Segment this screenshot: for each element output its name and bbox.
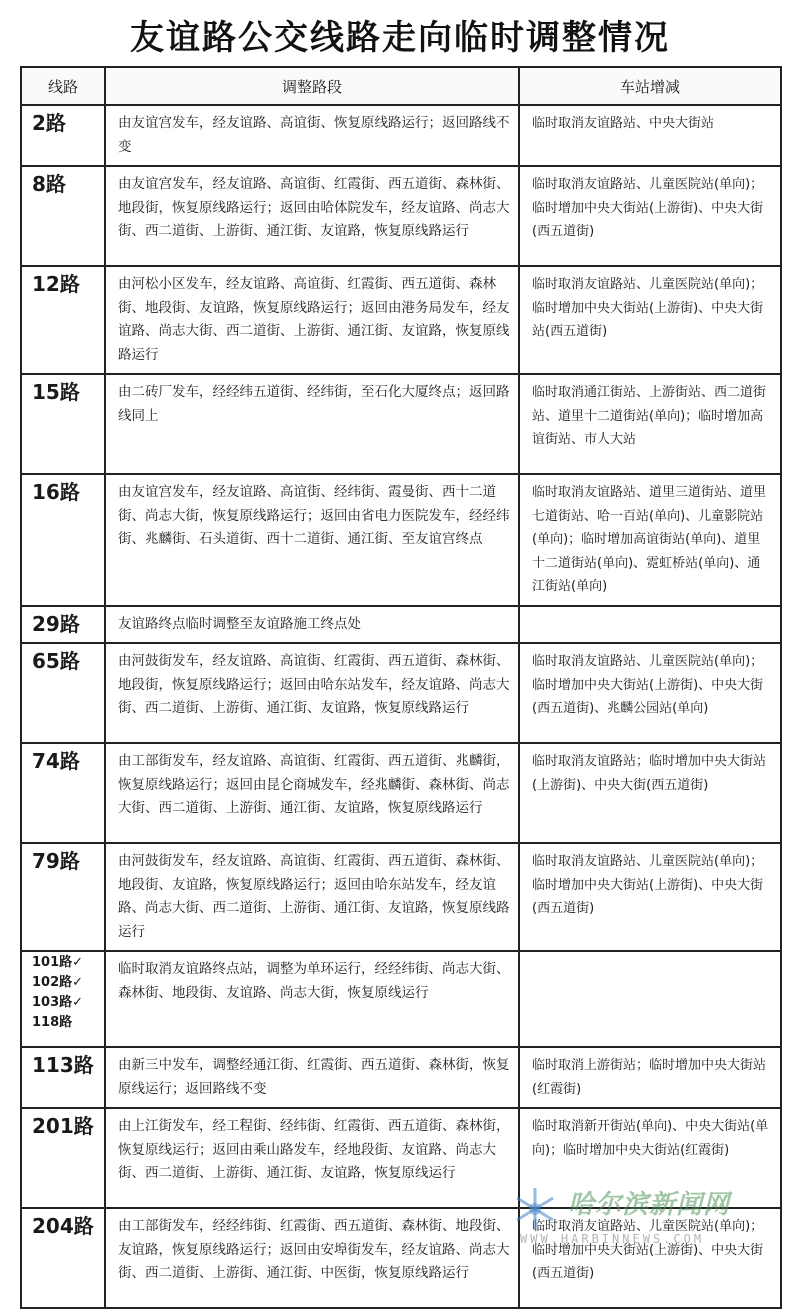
- station-changes: 临时取消友谊路站、儿童医院站(单向)；临时增加中央大街站(上游街)、中央大街(西五道街): [519, 843, 781, 951]
- route-number: 201路: [21, 1108, 105, 1208]
- route-segment: 由友谊宫发车，经友谊路、高谊街、红霞街、西五道街、森林街、地段街，恢复原线路运行；返回由哈体院发车，经友谊路、尚志大街、西二道街、上游街、通江街、友谊路，恢复原线路运行: [105, 166, 519, 266]
- route-number: 113路: [21, 1047, 105, 1108]
- route-number: 12路: [21, 266, 105, 374]
- table-row: [21, 606, 781, 644]
- table-row: [21, 266, 781, 374]
- route-number: 15路: [21, 374, 105, 474]
- station-changes: [519, 951, 781, 1047]
- route-number: 2路: [21, 105, 105, 166]
- table-row: [21, 474, 781, 606]
- table-row: [21, 1108, 781, 1208]
- table-row: [21, 643, 781, 743]
- watermark-brand: 哈尔滨新闻网: [568, 1190, 731, 1220]
- route-segment: 由河鼓街发车，经友谊路、高谊街、红霞街、西五道街、森林街、地段街、友谊路，恢复原线路运行；返回由哈东站发车，经友谊路、尚志大街、西二道街、上游街、通江街、友谊路，恢复原线路运行: [105, 843, 519, 951]
- route-adjustment-table: [20, 66, 782, 1309]
- table-row: [21, 743, 781, 843]
- table-row: [21, 1208, 781, 1308]
- route-number: 16路: [21, 474, 105, 606]
- station-changes: 临时取消新开街站(单向)、中央大街站(单向)；临时增加中央大街站(红霞街): [519, 1108, 781, 1208]
- table-row: [21, 843, 781, 951]
- station-changes: 临时取消通江街站、上游街站、西二道街站、道里十二道街站(单向)；临时增加高谊街站、市人大站: [519, 374, 781, 474]
- station-changes: 临时取消友谊路站、儿童医院站(单向)；临时增加中央大街站(上游街)、中央大街(西五道街)、兆麟公园站(单向): [519, 643, 781, 743]
- table-row: [21, 105, 781, 166]
- header-line: 线路: [21, 67, 105, 105]
- table-row: [21, 166, 781, 266]
- route-number: 29路: [21, 606, 105, 644]
- route-number: 65路: [21, 643, 105, 743]
- station-changes: 临时取消友谊路站；临时增加中央大街站(上游街)、中央大街(西五道街): [519, 743, 781, 843]
- route-number: 74路: [21, 743, 105, 843]
- route-segment: 由友谊宫发车，经友谊路、高谊街、恢复原线路运行；返回路线不变: [105, 105, 519, 166]
- route-segment: 由工部街发车，经经纬街、红霞街、西五道街、森林街、地段街、友谊路，恢复原线路运行；返回由安埠街发车，经友谊路、尚志大街、西二道街、上游街、通江街、中医街，恢复原线路运行: [105, 1208, 519, 1308]
- route-segment: 临时取消友谊路终点站，调整为单环运行，经经纬街、尚志大街、森林街、地段街、友谊路、尚志大街，恢复原线运行: [105, 951, 519, 1047]
- route-segment: 由友谊宫发车，经友谊路、高谊街、经纬街、霞曼街、西十二道街、尚志大街，恢复原线路运行；返回由省电力医院发车，经经纬街、兆麟街、石头道街、西十二道街、通江街、至友谊宫终点: [105, 474, 519, 606]
- table-row: [21, 951, 781, 1047]
- route-segment: 由河松小区发车，经友谊路、高谊街、红霞街、西五道街、森林街、地段街、友谊路，恢复原线路运行；返回由港务局发车，经友谊路、尚志大街、西二道街、上游街、通江街、友谊路，恢复原线路运行: [105, 266, 519, 374]
- route-number-group: 101路✓ 102路✓ 103路✓ 118路: [32, 955, 84, 1030]
- route-segment: 由上江街发车，经工程街、经纬街、红霞街、西五道街、森林街，恢复原线运行；返回由乘山路发车，经地段街、友谊路、尚志大街、西二道街、上游街、通江街、友谊路，恢复原线运行: [105, 1108, 519, 1208]
- route-number: [21, 951, 105, 1047]
- table-row: [21, 374, 781, 474]
- page-title: 友谊路公交线路走向临时调整情况: [130, 18, 670, 58]
- route-segment: 由二砖厂发车，经经纬五道街、经纬街，至石化大厦终点；返回路线同上: [105, 374, 519, 474]
- header-segment: 调整路段: [105, 67, 519, 105]
- route-segment: 由工部街发车，经友谊路、高谊街、红霞街、西五道街、兆麟街，恢复原线路运行；返回由昆仑商城发车，经兆麟街、森林街、尚志大街、西二道街、上游街、通江街、友谊路，恢复原线路运行: [105, 743, 519, 843]
- station-changes: [519, 606, 781, 644]
- station-changes: 临时取消友谊路站、中央大街站: [519, 105, 781, 166]
- station-changes: 临时取消友谊路站、儿童医院站(单向)；临时增加中央大街站(上游街)、中央大街(西五道街): [519, 1208, 781, 1308]
- station-changes: 临时取消友谊路站、道里三道街站、道里七道街站、哈一百站(单向)、儿童影院站(单向)；临时增加高谊街站(单向)、道里十二道街站(单向)、霓虹桥站(单向)、通江街站(单向): [519, 474, 781, 606]
- station-changes: 临时取消上游街站；临时增加中央大街站(红霞街): [519, 1047, 781, 1108]
- route-number: 79路: [21, 843, 105, 951]
- route-segment: 由新三中发车，调整经通江街、红霞街、西五道街、森林街，恢复原线运行；返回路线不变: [105, 1047, 519, 1108]
- table-row: [21, 1047, 781, 1108]
- route-segment: 由河鼓街发车，经友谊路、高谊街、红霞街、西五道街、森林街、地段街，恢复原线路运行；返回由哈东站发车，经友谊路、尚志大街、西二道街、上游街、通江街、友谊路，恢复原线路运行: [105, 643, 519, 743]
- station-changes: 临时取消友谊路站、儿童医院站(单向)；临时增加中央大街站(上游街)、中央大街站(西五道街): [519, 266, 781, 374]
- route-number: 8路: [21, 166, 105, 266]
- route-segment: 友谊路终点临时调整至友谊路施工终点处: [105, 606, 519, 644]
- header-stations: 车站增减: [519, 67, 781, 105]
- station-changes: 临时取消友谊路站、儿童医院站(单向)；临时增加中央大街站(上游街)、中央大街(西五道街): [519, 166, 781, 266]
- table-header-row: [21, 67, 781, 105]
- watermark-url: WWW.HARBINNEWS.COM: [520, 1232, 705, 1246]
- route-number: 204路: [21, 1208, 105, 1308]
